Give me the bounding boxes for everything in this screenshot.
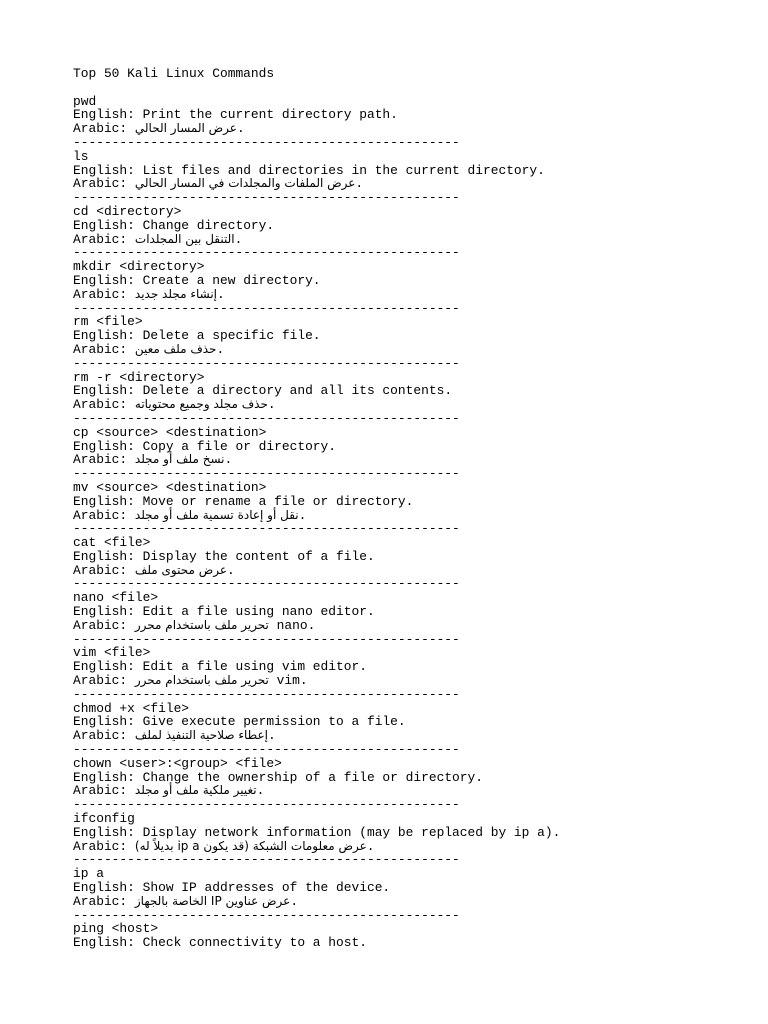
command-entry <box>73 702 753 757</box>
english-description <box>73 164 753 178</box>
english-description <box>73 936 753 950</box>
arabic-prefix: Arabic: <box>73 617 135 633</box>
command-entry <box>73 150 753 205</box>
english-text: Create a new directory. <box>142 272 321 288</box>
arabic-text: عرض معلومات الشبكة (قد يكون ip a بديلاً له) <box>134 838 367 853</box>
english-prefix: English: <box>73 824 143 840</box>
english-description <box>73 605 753 619</box>
arabic-text: حذف ملف معين <box>134 341 217 356</box>
english-prefix: English: <box>73 548 143 564</box>
separator-line: -------------------------------------------------- <box>73 852 460 868</box>
separator-line: -------------------------------------------------- <box>73 245 460 261</box>
command-entry <box>73 591 753 646</box>
english-description <box>73 495 753 509</box>
arabic-tail: . <box>224 452 233 468</box>
arabic-prefix: Arabic: <box>73 507 135 523</box>
english-description <box>73 715 753 729</box>
arabic-description <box>73 177 753 191</box>
arabic-tail: . <box>236 121 245 137</box>
english-prefix: English: <box>73 493 143 509</box>
arabic-text: نسخ ملف أو مجلد <box>134 452 225 467</box>
command-entry <box>73 371 753 426</box>
arabic-tail: . <box>298 507 307 523</box>
command-name: vim <file> <box>73 645 151 661</box>
english-description <box>73 329 753 343</box>
command-entry <box>73 867 753 922</box>
arabic-description <box>73 674 753 688</box>
english-prefix: English: <box>73 604 143 620</box>
arabic-description <box>73 895 753 909</box>
separator-line: -------------------------------------------------- <box>73 576 460 592</box>
arabic-prefix: Arabic: <box>73 728 135 744</box>
arabic-text: حذف مجلد وجميع محتوياته <box>134 397 268 412</box>
arabic-tail: . <box>355 176 364 192</box>
separator-line: -------------------------------------------------- <box>73 521 460 537</box>
command-name: ip a <box>73 866 104 882</box>
english-description <box>73 550 753 564</box>
english-description <box>73 274 753 288</box>
arabic-prefix: Arabic: <box>73 286 135 302</box>
arabic-prefix: Arabic: <box>73 176 135 192</box>
arabic-text: إنشاء مجلد جديد <box>134 286 217 301</box>
command-entry <box>73 426 753 481</box>
arabic-text: تحرير ملف باستخدام محرر <box>134 673 269 688</box>
english-text: Edit a file using vim editor. <box>142 659 367 675</box>
command-name: ping <host> <box>73 921 159 937</box>
arabic-prefix: Arabic: <box>73 231 135 247</box>
english-text: Show IP addresses of the device. <box>142 880 391 896</box>
english-description <box>73 881 753 895</box>
arabic-prefix: Arabic: <box>73 838 135 854</box>
document-page <box>73 67 753 950</box>
command-entry <box>73 315 753 370</box>
arabic-description <box>73 784 753 798</box>
english-text: Display network information (may be replaced by ip a). <box>142 824 561 840</box>
english-text: Change directory. <box>142 217 275 233</box>
english-description <box>73 219 753 233</box>
english-prefix: English: <box>73 272 143 288</box>
command-entry <box>73 646 753 701</box>
arabic-prefix: Arabic: <box>73 452 135 468</box>
arabic-tail: . <box>268 728 276 744</box>
english-prefix: English: <box>73 107 143 123</box>
arabic-text: التنقل بين المجلدات <box>134 231 235 246</box>
arabic-prefix: Arabic: <box>73 121 135 137</box>
arabic-tail: vim. <box>268 673 308 689</box>
arabic-tail: . <box>267 397 276 413</box>
arabic-text: تغيير ملكية ملف أو مجلد <box>134 783 257 798</box>
english-text: Change the ownership of a file or directory. <box>142 769 483 785</box>
separator-line: -------------------------------------------------- <box>73 686 460 702</box>
english-prefix: English: <box>73 217 143 233</box>
arabic-prefix: Arabic: <box>73 341 135 357</box>
command-name: rm -r <directory> <box>73 369 205 385</box>
arabic-tail: . <box>366 838 375 854</box>
arabic-text: نقل أو إعادة تسمية ملف أو مجلد <box>134 507 299 522</box>
command-name: nano <file> <box>73 590 159 606</box>
english-text: Delete a directory and all its contents. <box>142 383 453 399</box>
arabic-description <box>73 288 753 302</box>
document-title: Top 50 Kali Linux Commands <box>73 66 275 81</box>
english-prefix: English: <box>73 769 143 785</box>
command-entry <box>73 757 753 812</box>
english-description <box>73 826 753 840</box>
separator-line: -------------------------------------------------- <box>73 907 460 923</box>
english-text: Give execute permission to a file. <box>142 714 406 730</box>
arabic-description <box>73 122 753 136</box>
arabic-tail: . <box>290 893 299 909</box>
separator-line: -------------------------------------------------- <box>73 466 460 482</box>
arabic-tail: . <box>216 341 225 357</box>
command-name: chmod +x <file> <box>73 700 190 716</box>
arabic-tail: . <box>227 562 235 578</box>
command-entry <box>73 205 753 260</box>
english-description <box>73 108 753 122</box>
english-text: Edit a file using nano editor. <box>142 604 375 620</box>
english-text: List files and directories in the current directory. <box>142 162 545 178</box>
command-name: ls <box>73 148 89 164</box>
separator-line: -------------------------------------------------- <box>73 134 460 150</box>
command-entry <box>73 536 753 591</box>
arabic-description <box>73 343 753 357</box>
arabic-text: عرض المسار الحالي <box>134 121 237 136</box>
command-entry <box>73 922 753 950</box>
english-text: Copy a file or directory. <box>142 438 337 454</box>
separator-line: -------------------------------------------------- <box>73 797 460 813</box>
command-entry <box>73 260 753 315</box>
arabic-description <box>73 453 753 467</box>
command-name: mv <source> <destination> <box>73 479 267 495</box>
command-name: rm <file> <box>73 314 143 330</box>
arabic-text: عرض محتوى ملف <box>134 562 228 577</box>
command-name: cp <source> <destination> <box>73 424 267 440</box>
command-name: cd <directory> <box>73 203 182 219</box>
arabic-description <box>73 233 753 247</box>
arabic-description <box>73 398 753 412</box>
arabic-text: تحرير ملف باستخدام محرر <box>134 617 269 632</box>
separator-line: -------------------------------------------------- <box>73 300 460 316</box>
english-prefix: English: <box>73 714 143 730</box>
english-prefix: English: <box>73 328 143 344</box>
arabic-description <box>73 509 753 523</box>
arabic-tail: . <box>217 286 225 302</box>
command-name: pwd <box>73 93 97 109</box>
english-text: Delete a specific file. <box>142 328 321 344</box>
arabic-prefix: Arabic: <box>73 783 135 799</box>
arabic-text: عرض عناوين IP الخاصة بالجهاز <box>134 893 291 908</box>
arabic-prefix: Arabic: <box>73 893 135 909</box>
separator-line: -------------------------------------------------- <box>73 410 460 426</box>
arabic-prefix: Arabic: <box>73 397 135 413</box>
command-entry <box>73 95 753 150</box>
command-name: mkdir <directory> <box>73 259 205 275</box>
english-prefix: English: <box>73 383 143 399</box>
arabic-text: عرض الملفات والمجلدات في المسار الحالي <box>134 176 356 191</box>
english-prefix: English: <box>73 935 143 951</box>
separator-line: -------------------------------------------------- <box>73 742 460 758</box>
english-text: Check connectivity to a host. <box>142 935 367 951</box>
separator-line: -------------------------------------------------- <box>73 355 460 371</box>
separator-line: -------------------------------------------------- <box>73 190 460 206</box>
command-entry <box>73 812 753 867</box>
arabic-tail: . <box>234 231 243 247</box>
arabic-description <box>73 564 753 578</box>
english-text: Print the current directory path. <box>142 107 398 123</box>
command-name: chown <user>:<group> <file> <box>73 755 282 771</box>
english-prefix: English: <box>73 438 143 454</box>
arabic-description <box>73 729 753 743</box>
english-text: Display the content of a file. <box>142 548 375 564</box>
arabic-tail: nano. <box>268 617 316 633</box>
english-prefix: English: <box>73 880 143 896</box>
command-entry <box>73 481 753 536</box>
arabic-prefix: Arabic: <box>73 562 135 578</box>
english-text: Move or rename a file or directory. <box>142 493 414 509</box>
command-list <box>73 95 753 950</box>
arabic-description <box>73 840 753 854</box>
arabic-prefix: Arabic: <box>73 673 135 689</box>
english-prefix: English: <box>73 162 143 178</box>
separator-line: -------------------------------------------------- <box>73 631 460 647</box>
arabic-text: إعطاء صلاحية التنفيذ لملف <box>134 728 269 743</box>
arabic-description <box>73 619 753 633</box>
arabic-tail: . <box>256 783 265 799</box>
command-name: ifconfig <box>73 811 135 827</box>
english-description <box>73 660 753 674</box>
command-name: cat <file> <box>73 535 151 551</box>
english-description <box>73 384 753 398</box>
english-prefix: English: <box>73 659 143 675</box>
